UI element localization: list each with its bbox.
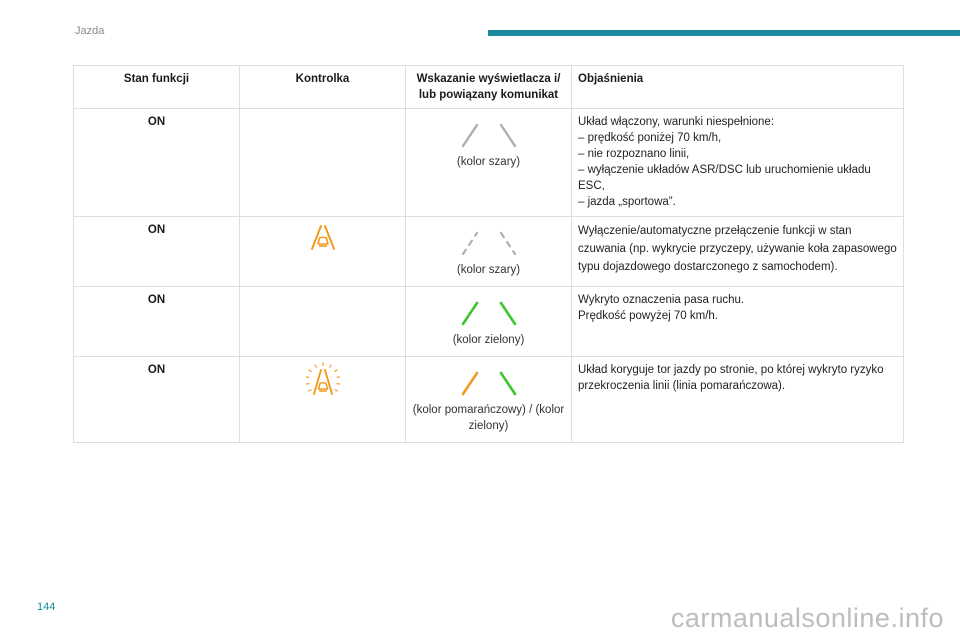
explanation-line: Prędkość powyżej 70 km/h. [578,310,718,322]
header-state: Stan funkcji [74,66,240,109]
explanation-line: – jazda „sportowa”. [578,196,676,208]
row-display [406,217,572,287]
row-lamp [240,357,406,443]
row-state: ON [74,109,240,217]
header-display: Wskazanie wyświetlacza i/ lub powiązany komunikat [406,66,572,109]
table-row [74,287,904,357]
row-display [406,287,572,357]
section-accent-bar [488,30,960,36]
row-lamp-empty [240,109,406,217]
explanation-line: – nie rozpoznano linii, [578,148,690,160]
display-caption: (kolor zielony) [452,334,525,346]
section-title: Jazda [75,25,105,37]
table-header-row [74,66,904,109]
header-explanation: Objaśnienia [572,66,904,109]
row-explanation [572,217,904,287]
row-lamp [240,217,406,287]
row-display [406,109,572,217]
row-lamp-empty [240,287,406,357]
lane-lines-grey-dashed-icon [459,230,519,256]
row-state: ON [74,217,240,287]
row-state: ON [74,287,240,357]
page-number: 144 [37,601,56,613]
lane-keeping-orange-flashing-lamp-icon [305,362,341,398]
row-explanation [572,287,904,357]
row-explanation [572,357,904,443]
explanation-line: – prędkość poniżej 70 km/h, [578,132,722,144]
display-caption: (kolor szary) [456,264,521,276]
display-caption: (kolor pomarańczowy) / (kolor zielony) [412,404,565,432]
display-caption: (kolor szary) [456,156,521,168]
function-status-table [73,65,904,443]
table-row [74,109,904,217]
lane-lines-orange-green-icon [459,370,519,396]
lane-lines-green-icon [459,300,519,326]
explanation-line: Układ koryguje tor jazdy po stronie, po której wykryto ryzyko przekroczenia linii (linia pomarańczowa). [578,364,884,392]
row-explanation [572,109,904,217]
lane-lines-grey-solid-icon [459,122,519,148]
row-display [406,357,572,443]
explanation-line: – wyłączenie układów ASR/DSC lub uruchomienie układu ESC, [578,164,871,192]
explanation-line: Wykryto oznaczenia pasa ruchu. [578,294,745,306]
row-state: ON [74,357,240,443]
watermark: carmanualsonline.info [670,603,944,633]
header-lamp: Kontrolka [240,66,406,109]
table-row [74,357,904,443]
explanation-line: Wyłączenie/automatyczne przełączenie funkcji w stan czuwania (np. wykrycie przyczepy, używanie koła zapasowego typu dojazdowego dostarczonego z samochodem). [578,225,897,273]
table-row [74,217,904,287]
lane-keeping-orange-lamp-icon [308,222,338,252]
explanation-line: Układ włączony, warunki niespełnione: [578,116,775,128]
